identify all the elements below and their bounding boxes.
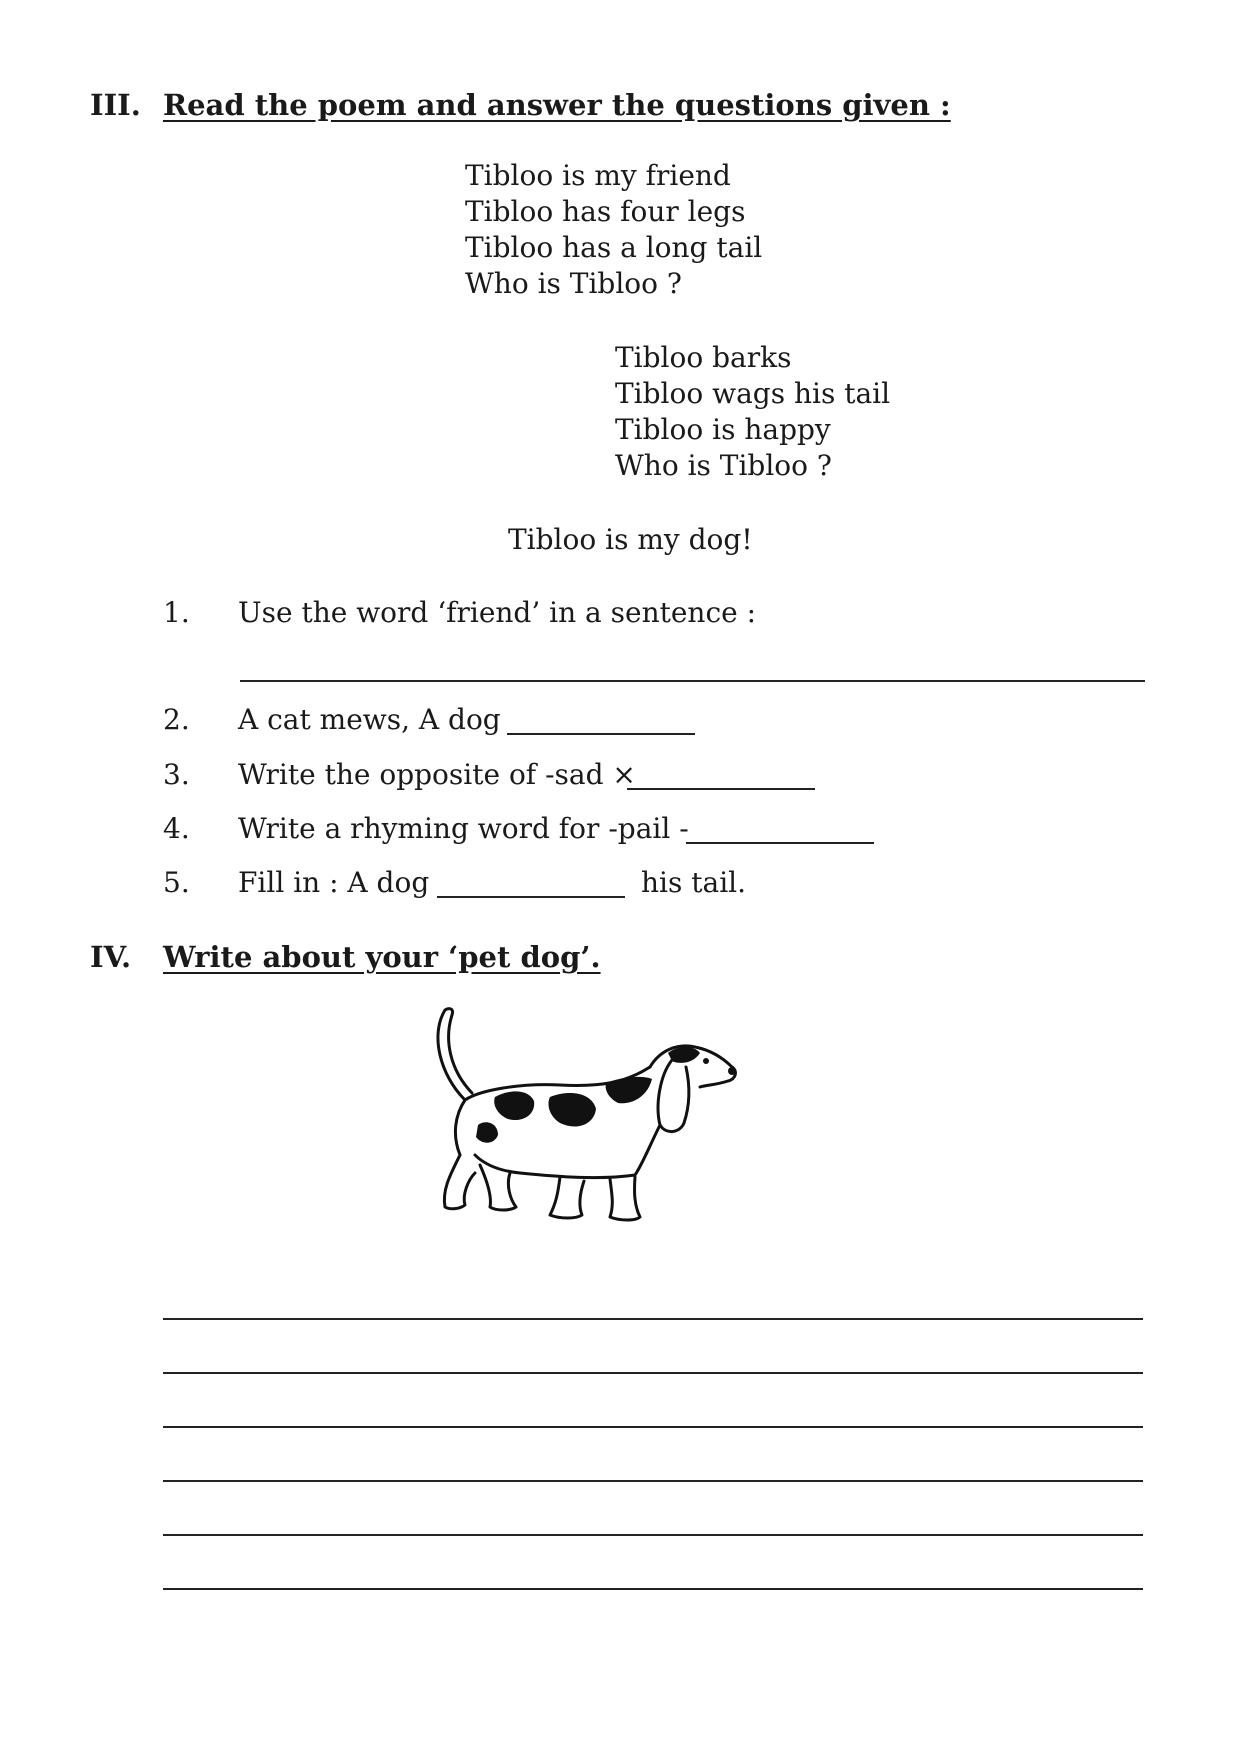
question-2-number: 2. (163, 703, 190, 736)
writing-line[interactable] (163, 1480, 1143, 1482)
question-3-answer-blank[interactable] (627, 788, 815, 790)
writing-line[interactable] (163, 1318, 1143, 1320)
question-4-text: Write a rhyming word for -pail - (238, 812, 689, 845)
writing-line[interactable] (163, 1534, 1143, 1536)
section-3-number: III. (90, 88, 141, 122)
writing-line[interactable] (163, 1588, 1143, 1590)
section-4-number: IV. (90, 940, 132, 974)
question-5-number: 5. (163, 866, 190, 899)
poem-line: Tibloo is happy (615, 413, 831, 446)
poem-line: Tibloo barks (615, 341, 792, 374)
poem-line: Tibloo wags his tail (615, 377, 891, 410)
poem-closing-line: Tibloo is my dog! (508, 523, 753, 556)
writing-line[interactable] (163, 1426, 1143, 1428)
writing-line[interactable] (163, 1372, 1143, 1374)
question-3-text: Write the opposite of -sad × (238, 758, 636, 791)
poem-line: Who is Tibloo ? (465, 267, 682, 300)
question-2-text: A cat mews, A dog (238, 703, 501, 736)
question-4-number: 4. (163, 812, 190, 845)
poem-stanza-2 (615, 340, 890, 484)
poem-stanza-1 (465, 158, 762, 302)
question-1-number: 1. (163, 596, 190, 629)
question-5-text-after: his tail. (641, 866, 747, 899)
section-4-title: Write about your ‘pet dog’. (163, 940, 601, 974)
question-5-text-before: Fill in : A dog (238, 866, 430, 899)
poem-line: Tibloo has a long tail (465, 231, 763, 264)
question-1-text: Use the word ‘friend’ in a sentence : (238, 596, 757, 629)
question-3-number: 3. (163, 758, 190, 791)
question-2-answer-blank[interactable] (507, 733, 695, 735)
question-5-answer-blank[interactable] (437, 896, 625, 898)
question-4-answer-blank[interactable] (686, 842, 874, 844)
poem-line: Who is Tibloo ? (615, 449, 832, 482)
dog-illustration (410, 1005, 745, 1235)
poem-line: Tibloo has four legs (465, 195, 746, 228)
question-1-answer-line[interactable] (240, 680, 1145, 682)
poem-line: Tibloo is my friend (465, 159, 731, 192)
section-3-title: Read the poem and answer the questions given : (163, 88, 951, 122)
